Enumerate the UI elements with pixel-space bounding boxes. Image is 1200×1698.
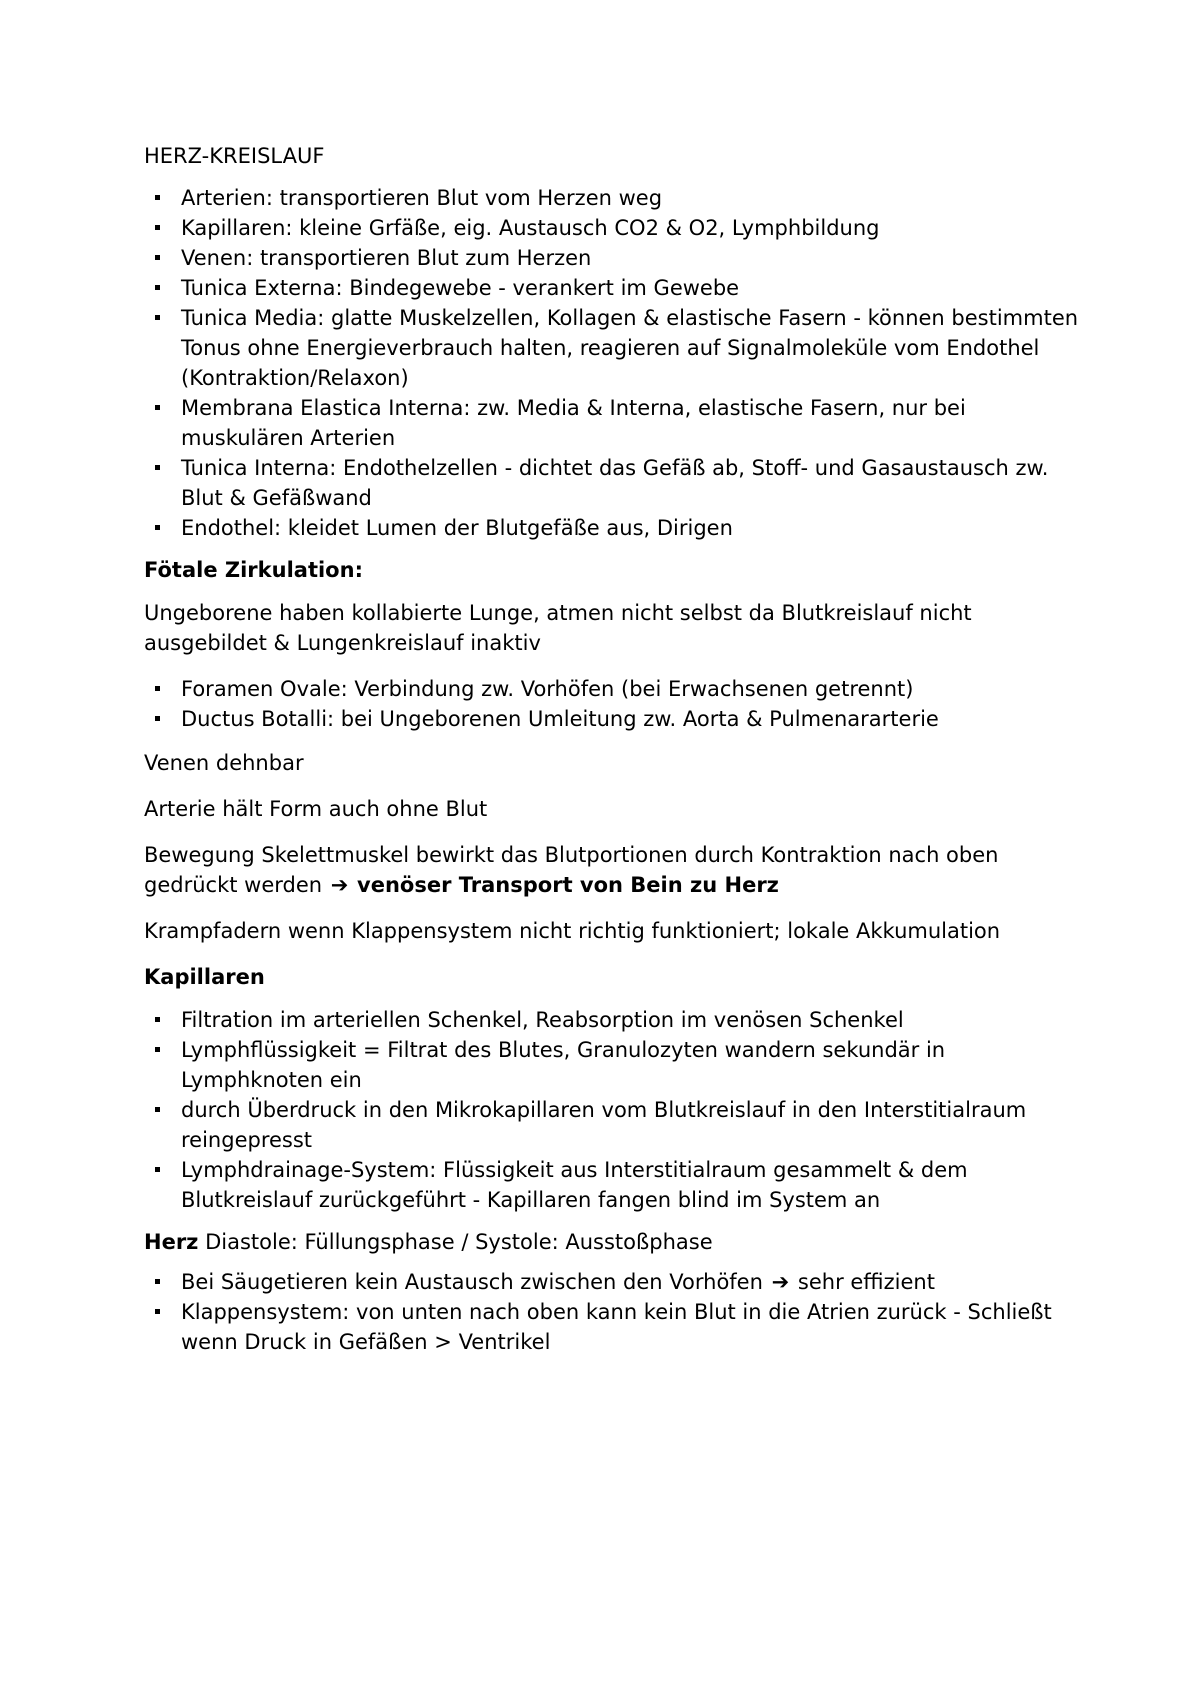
fetal-circulation-heading: Fötale Zirkulation: [144, 558, 363, 582]
right-arrow-icon: ➔ [771, 1270, 790, 1294]
heart-item-text: Bei Säugetieren kein Austausch zwischen den Vorhöfen [181, 1270, 763, 1294]
fetal-structures-list [144, 674, 1080, 734]
list-item: Venen: transportieren Blut zum Herzen [144, 243, 1080, 273]
capillaries-heading: Kapillaren [144, 965, 265, 989]
right-arrow-icon: ➔ [330, 873, 349, 897]
list-item: Arterien: transportieren Blut vom Herzen weg [144, 183, 1080, 213]
list-item: Lymphflüssigkeit = Filtrat des Blutes, Granulozyten wandern sekundär in Lymphknoten ein [144, 1035, 1080, 1095]
list-item: Tunica Interna: Endothelzellen - dichtet das Gefäß ab, Stoff- und Gasaustausch zw. Blut & Gefäßwand [144, 453, 1080, 513]
heart-label: Herz [144, 1230, 199, 1254]
vessel-layers-list [144, 273, 1080, 543]
list-item: Membrana Elastica Interna: zw. Media & Interna, elastische Fasern, nur bei muskulären Arterien [144, 393, 1080, 453]
heart-list [144, 1267, 1080, 1357]
muscle-pump-result: venöser Transport von Bein zu Herz [357, 873, 779, 897]
list-item: Ductus Botalli: bei Ungeborenen Umleitung zw. Aorta & Pulmenararterie [144, 704, 1080, 734]
list-item: Klappensystem: von unten nach oben kann kein Blut in die Atrien zurück - Schließt wenn Druck in Gefäßen > Ventrikel [144, 1297, 1080, 1357]
veins-stretch-note: Venen dehnbar [144, 751, 304, 775]
list-item: Foramen Ovale: Verbindung zw. Vorhöfen (bei Erwachsenen getrennt) [144, 674, 1080, 704]
list-item: Kapillaren: kleine Grfäße, eig. Austausch CO2 & O2, Lymphbildung [144, 213, 1080, 243]
list-item: durch Überdruck in den Mikrokapillaren vom Blutkreislauf in den Interstitialraum reingepresst [144, 1095, 1080, 1155]
heart-item-result: sehr effizient [797, 1270, 935, 1294]
artery-shape-note: Arterie hält Form auch ohne Blut [144, 797, 488, 821]
fetal-intro-paragraph: Ungeborene haben kollabierte Lunge, atmen nicht selbst da Blutkreislauf nicht ausgebildet & Lungenkreislauf inaktiv [144, 601, 972, 655]
list-item: Endothel: kleidet Lumen der Blutgefäße aus, Dirigen [144, 513, 1080, 543]
muscle-pump-paragraph [144, 840, 1080, 900]
varicose-note: Krampfadern wenn Klappensystem nicht richtig funktioniert; lokale Akkumulation [144, 919, 1001, 943]
list-item: Tunica Media: glatte Muskelzellen, Kollagen & elastische Fasern - können bestimmten Tonus ohne Energieverbrauch halten, reagieren auf Signalmoleküle vom Endothel (Kontraktion/Relaxon) [144, 303, 1080, 393]
list-item: Tunica Externa: Bindegewebe - verankert im Gewebe [144, 273, 1080, 303]
vessel-types-list [144, 183, 1080, 273]
heart-phases: Diastole: Füllungsphase / Systole: Ausstoßphase [205, 1230, 713, 1254]
list-item [144, 1267, 1080, 1297]
heart-phases-line [144, 1227, 1080, 1257]
page-title: HERZ-KREISLAUF [144, 144, 325, 168]
list-item: Filtration im arteriellen Schenkel, Reabsorption im venösen Schenkel [144, 1005, 1080, 1035]
list-item: Lymphdrainage-System: Flüssigkeit aus Interstitialraum gesammelt & dem Blutkreislauf zurückgeführt - Kapillaren fangen blind im System an [144, 1155, 1080, 1215]
capillaries-list [144, 1005, 1080, 1215]
muscle-pump-text: Bewegung Skelettmuskel bewirkt das Blutportionen durch Kontraktion nach oben gedrückt werden [144, 843, 999, 897]
